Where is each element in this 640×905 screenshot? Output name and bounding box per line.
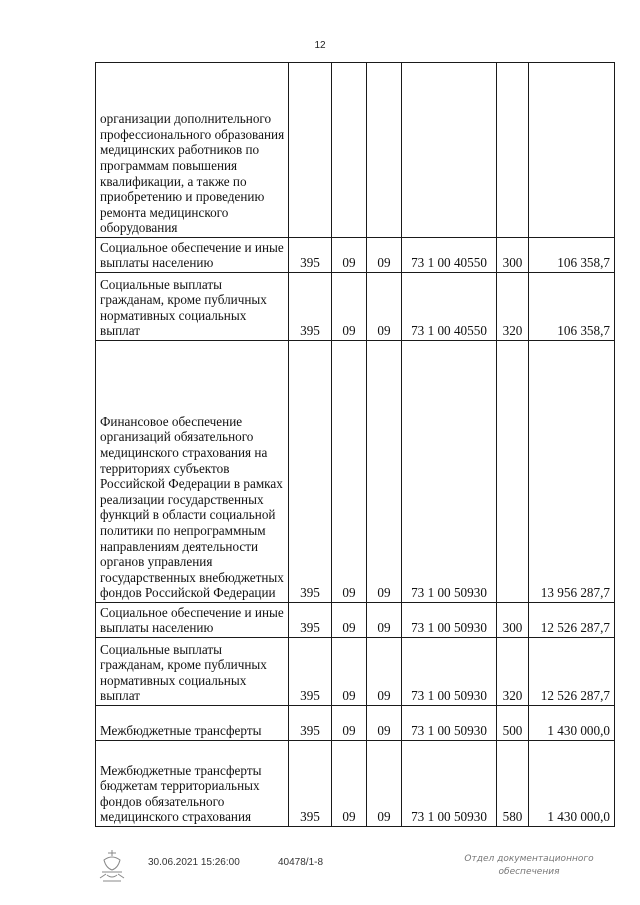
expense-type-code: 320 xyxy=(497,638,529,706)
expense-type-code: 320 xyxy=(497,273,529,341)
subsection-code: 09 xyxy=(367,238,402,273)
table-row xyxy=(96,638,615,706)
page-number: 12 xyxy=(314,40,326,51)
target-article-code: 73 1 00 50930 xyxy=(402,741,497,827)
emblem-icon xyxy=(96,848,128,884)
expense-type-code: 580 xyxy=(497,741,529,827)
target-article-code: 73 1 00 40550 xyxy=(402,238,497,273)
amount: 1 430 000,0 xyxy=(529,706,615,741)
table-row xyxy=(96,273,615,341)
amount: 12 526 287,7 xyxy=(529,603,615,638)
target-article-code: 73 1 00 50930 xyxy=(402,603,497,638)
amount: 13 956 287,7 xyxy=(529,341,615,603)
subsection-code: 09 xyxy=(367,273,402,341)
document-number: 40478/1-8 xyxy=(278,857,324,868)
department-stamp: Отдел документационного обеспечения xyxy=(464,854,594,877)
section-code: 09 xyxy=(332,273,367,341)
row-name: Межбюджетные трансферты xyxy=(96,706,289,741)
row-name: Социальное обеспечение и иные выплаты населению xyxy=(96,603,289,638)
subsection-code: 09 xyxy=(367,341,402,603)
expense-type-code: 300 xyxy=(497,603,529,638)
section-code: 09 xyxy=(332,706,367,741)
ministry-code xyxy=(289,63,332,238)
expense-type-code: 300 xyxy=(497,238,529,273)
row-name: Социальное обеспечение и иные выплаты населению xyxy=(96,238,289,273)
amount: 106 358,7 xyxy=(529,238,615,273)
budget-table xyxy=(95,62,615,827)
ministry-code: 395 xyxy=(289,603,332,638)
subsection-code: 09 xyxy=(367,603,402,638)
section-code xyxy=(332,63,367,238)
expense-type-code: 500 xyxy=(497,706,529,741)
table-row xyxy=(96,741,615,827)
subsection-code: 09 xyxy=(367,741,402,827)
ministry-code: 395 xyxy=(289,638,332,706)
amount: 106 358,7 xyxy=(529,273,615,341)
row-name: Социальные выплаты гражданам, кроме публичных нормативных социальных выплат xyxy=(96,638,289,706)
amount xyxy=(529,63,615,238)
ministry-code: 395 xyxy=(289,273,332,341)
target-article-code: 73 1 00 50930 xyxy=(402,706,497,741)
row-name: Социальные выплаты гражданам, кроме публичных нормативных социальных выплат xyxy=(96,273,289,341)
subsection-code: 09 xyxy=(367,706,402,741)
row-name: Финансовое обеспечение организаций обязательного медицинского страхования на территориях субъектов Российской Федерации в рамках реализации государственных функций в области социальной политики по непрограммным направлениям деятельности органов управления государственных внебюджетных фондов Российской Федерации xyxy=(96,341,289,603)
amount: 12 526 287,7 xyxy=(529,638,615,706)
table-row xyxy=(96,63,615,238)
section-code: 09 xyxy=(332,603,367,638)
target-article-code xyxy=(402,63,497,238)
table-row xyxy=(96,603,615,638)
expense-type-code xyxy=(497,63,529,238)
section-code: 09 xyxy=(332,341,367,603)
section-code: 09 xyxy=(332,638,367,706)
ministry-code: 395 xyxy=(289,238,332,273)
target-article-code: 73 1 00 40550 xyxy=(402,273,497,341)
amount: 1 430 000,0 xyxy=(529,741,615,827)
table-row xyxy=(96,238,615,273)
target-article-code: 73 1 00 50930 xyxy=(402,341,497,603)
table-row xyxy=(96,341,615,603)
ministry-code: 395 xyxy=(289,341,332,603)
section-code: 09 xyxy=(332,238,367,273)
ministry-code: 395 xyxy=(289,741,332,827)
ministry-code: 395 xyxy=(289,706,332,741)
row-name: организации дополнительного профессионального образования медицинских работников по программам повышения квалификации, а также по приобретению и проведению ремонта медицинского оборудования xyxy=(96,63,289,238)
subsection-code: 09 xyxy=(367,638,402,706)
table-row xyxy=(96,706,615,741)
expense-type-code xyxy=(497,341,529,603)
page-footer xyxy=(0,848,640,888)
subsection-code xyxy=(367,63,402,238)
row-name: Межбюджетные трансферты бюджетам территориальных фондов обязательного медицинского страхования xyxy=(96,741,289,827)
section-code: 09 xyxy=(332,741,367,827)
registration-date: 30.06.2021 15:26:00 xyxy=(148,857,240,868)
target-article-code: 73 1 00 50930 xyxy=(402,638,497,706)
